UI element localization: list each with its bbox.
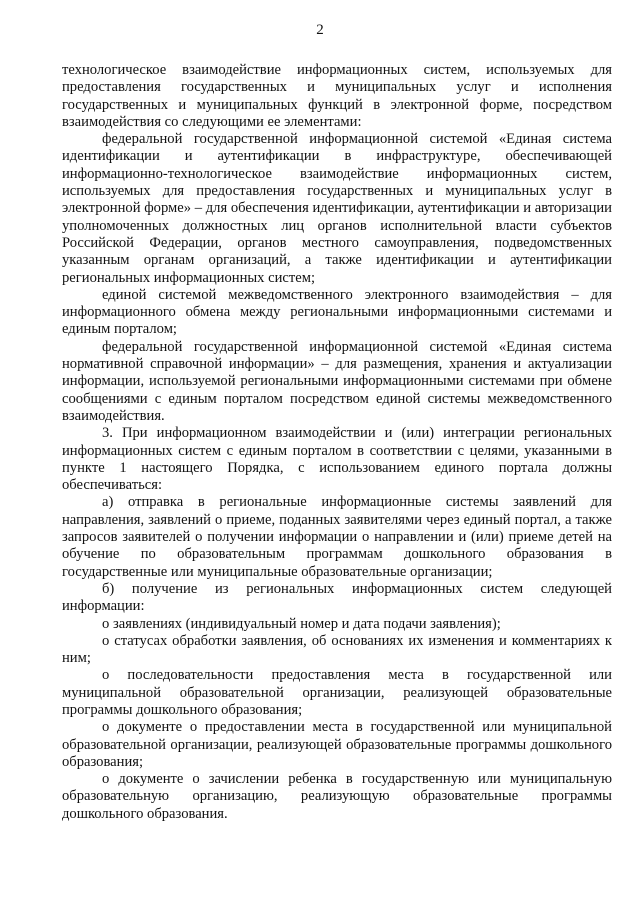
paragraph-clause-3: 3. При информационном взаимодействии и (или) интеграции региональных информационных систем с единым порталом в соответствии с целями, указанными в пункте 1 настоящего Порядка, с использованием единого портала должны обеспечиваться: (62, 425, 612, 494)
paragraph-intro-continuation: технологическое взаимодействие информационных систем, используемых для предоставления государственных и муниципальных услуг и исполнения государственных и муниципальных функций в электронной форме, посредством взаимодействия со следующими ее элементами: (62, 62, 612, 130)
list-item-enrollment-document: о документе о зачислении ребенка в государственную или муниципальную образовательную организацию, реализующую образовательные программы дошкольного образования. (62, 771, 612, 822)
list-item-sequence: о последовательности предоставления места в государственной или муниципальной образовательной организации, реализующей образовательные программы дошкольного образования; (62, 667, 612, 718)
list-item-place-document: о документе о предоставлении места в государственной или муниципальной образовательной организации, реализующей образовательные программы дошкольного образования; (62, 719, 612, 770)
document-body (62, 62, 612, 823)
list-item-statuses: о статусах обработки заявления, об основаниях их изменения и комментариях к ним; (62, 632, 612, 667)
paragraph-smev: единой системой межведомственного электронного взаимодействия – для информационного обмена между региональными информационными системами и единым порталом; (62, 286, 612, 338)
paragraph-esia: федеральной государственной информационной системой «Единая система идентификации и аутентификации в инфраструктуре, обеспечивающей информационно-технологическое взаимодействие информационных систем, используемых для предоставления государственных и муниципальных услуг в электронной форме» – для обеспечения идентификации, аутентификации и авторизации уполномоченных должностных лиц органов исполнительной власти субъектов Российской Федерации, органов местного самоуправления, подведомственных указанным органам организаций, а также идентификации и аутентификации региональных информационных систем; (62, 131, 612, 286)
page-number: 2 (316, 22, 324, 38)
paragraph-item-b: б) получение из региональных информационных систем следующей информации: (62, 580, 612, 615)
paragraph-nsi: федеральной государственной информационной системой «Единая система нормативной справочной информации» – для размещения, хранения и актуализации информации, используемой региональными информационными системами при обмене сообщениями с единым порталом посредством единой системы межведомственного взаимодействия. (62, 338, 612, 424)
paragraph-item-a: а) отправка в региональные информационные системы заявлений для направления, заявлений о приеме, поданных заявителями через единый портал, а также запросов заявителей о получении информации о направлении и (или) приеме детей на обучение по образовательным программам дошкольного образования в государственные или муниципальные образовательные организации; (62, 494, 612, 580)
list-item-applications: о заявлениях (индивидуальный номер и дата подачи заявления); (102, 615, 501, 632)
